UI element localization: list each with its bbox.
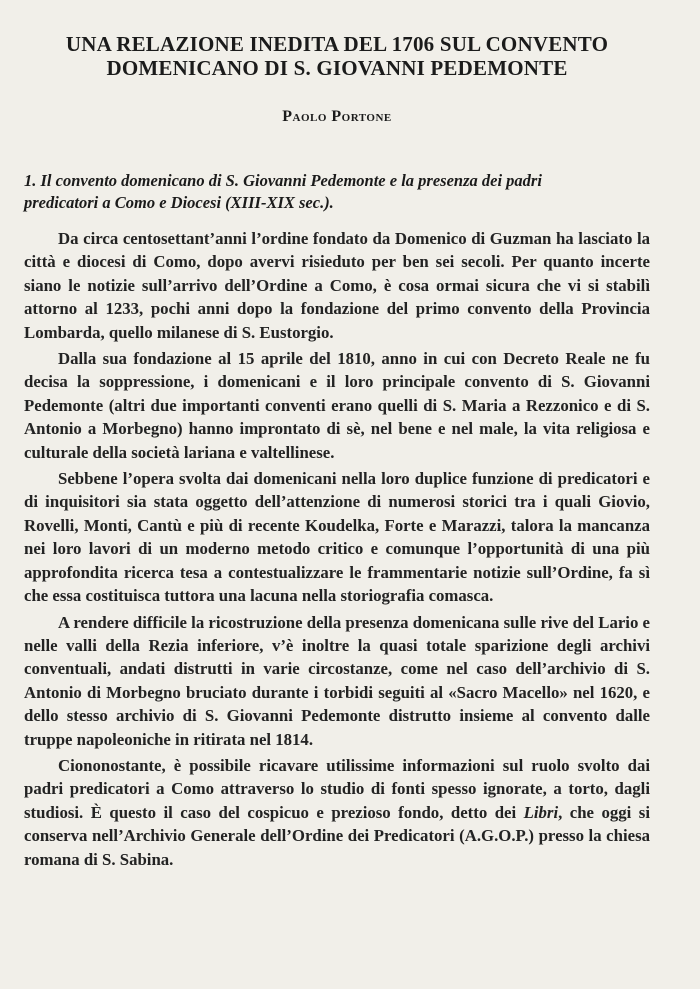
paragraph-2: Dalla sua fondazione al 15 aprile del 1810, anno in cui con Decreto Reale ne fu decisa la soppressione, i domenicani e il loro principale convento di S. Giovanni Pedemonte (altri due importanti conventi erano quelli di S. Maria a Rezzonico e di S. Antonio a Morbegno) hanno improntato di sè, nel bene e nel male, la vita religiosa e culturale della società lariana e valtellinese. — [24, 349, 650, 462]
paragraph-5 — [24, 754, 650, 871]
section-heading-line-1: 1. Il convento domenicano di S. Giovanni Pedemonte e la presenza dei padri — [24, 171, 542, 190]
paragraph-4: A rendere difficile la ricostruzione della presenza domenicana sulle rive del Lario e nelle valli della Rezia inferiore, v’è inoltre la quasi totale sparizione degli archivi conventuali, andati distrutti in varie circostanze, come nel caso dell’archivio di S. Antonio di Morbegno bruciato durante i torbidi seguiti al «Sacro Macello» nel 1620, e dello stesso archivio di S. Giovanni Pedemonte distrutto insieme al convento dalle truppe napoleoniche in ritirata nel 1814. — [24, 612, 650, 749]
paragraph-5-part-1: Ciononostante, è possibile ricavare utilissime informazioni sul ruolo svolto dai padri predicatori a Como attraverso lo studio di fonti spesso ignorate, a torto, dagli studiosi. È questo il caso del cospicuo e prezioso fondo, detto dei — [24, 755, 650, 822]
section-heading — [24, 170, 650, 214]
paragraph-5-part-2: , che oggi si conserva nell’Archivio Generale dell’Ordine dei Predicatori (A.G.O.P.) presso la chiesa romana di S. Sabina. — [24, 802, 650, 869]
section-heading-line-2: predicatori a Como e Diocesi (XIII-XIX sec.). — [24, 193, 334, 212]
paragraph-5-italic: Libri — [523, 802, 559, 822]
paragraph-1: Da circa centosettant’anni l’ordine fondato da Domenico di Guzman ha lasciato la città e diocesi di Como, dopo avervi risieduto per ben sei secoli. Per quanto incerte siano le notizie sull’arrivo dell’Ordine a Como, è cosa ormai sicura che vi si stabilì attorno al 1233, pochi anni dopo la fondazione del primo convento della Provincia Lombarda, quello milanese di S. Eustorgio. — [24, 229, 650, 342]
author-name: Paolo Portone — [282, 108, 392, 125]
article-title — [24, 32, 650, 80]
title-line-1: UNA RELAZIONE INEDITA DEL 1706 SUL CONVENTO — [65, 32, 609, 56]
title-line-2: DOMENICANO DI S. GIOVANNI PEDEMONTE — [106, 56, 568, 80]
body-text — [24, 227, 650, 871]
paragraph-3: Sebbene l’opera svolta dai domenicani nella loro duplice funzione di predicatori e di inquisitori sia stata oggetto dell’attenzione di numerosi storici tra i quali Giovio, Rovelli, Monti, Cantù e più di recente Koudelka, Forte e Marazzi, talora la mancanza nei loro lavori di un moderno metodo critico e comunque l’opportunità di una più approfondita ricerca tesa a contestualizzare le frammentarie notizie sull’Ordine, fa sì che essa costituisca tuttora una lacuna nella storiografia comasca. — [24, 469, 650, 606]
